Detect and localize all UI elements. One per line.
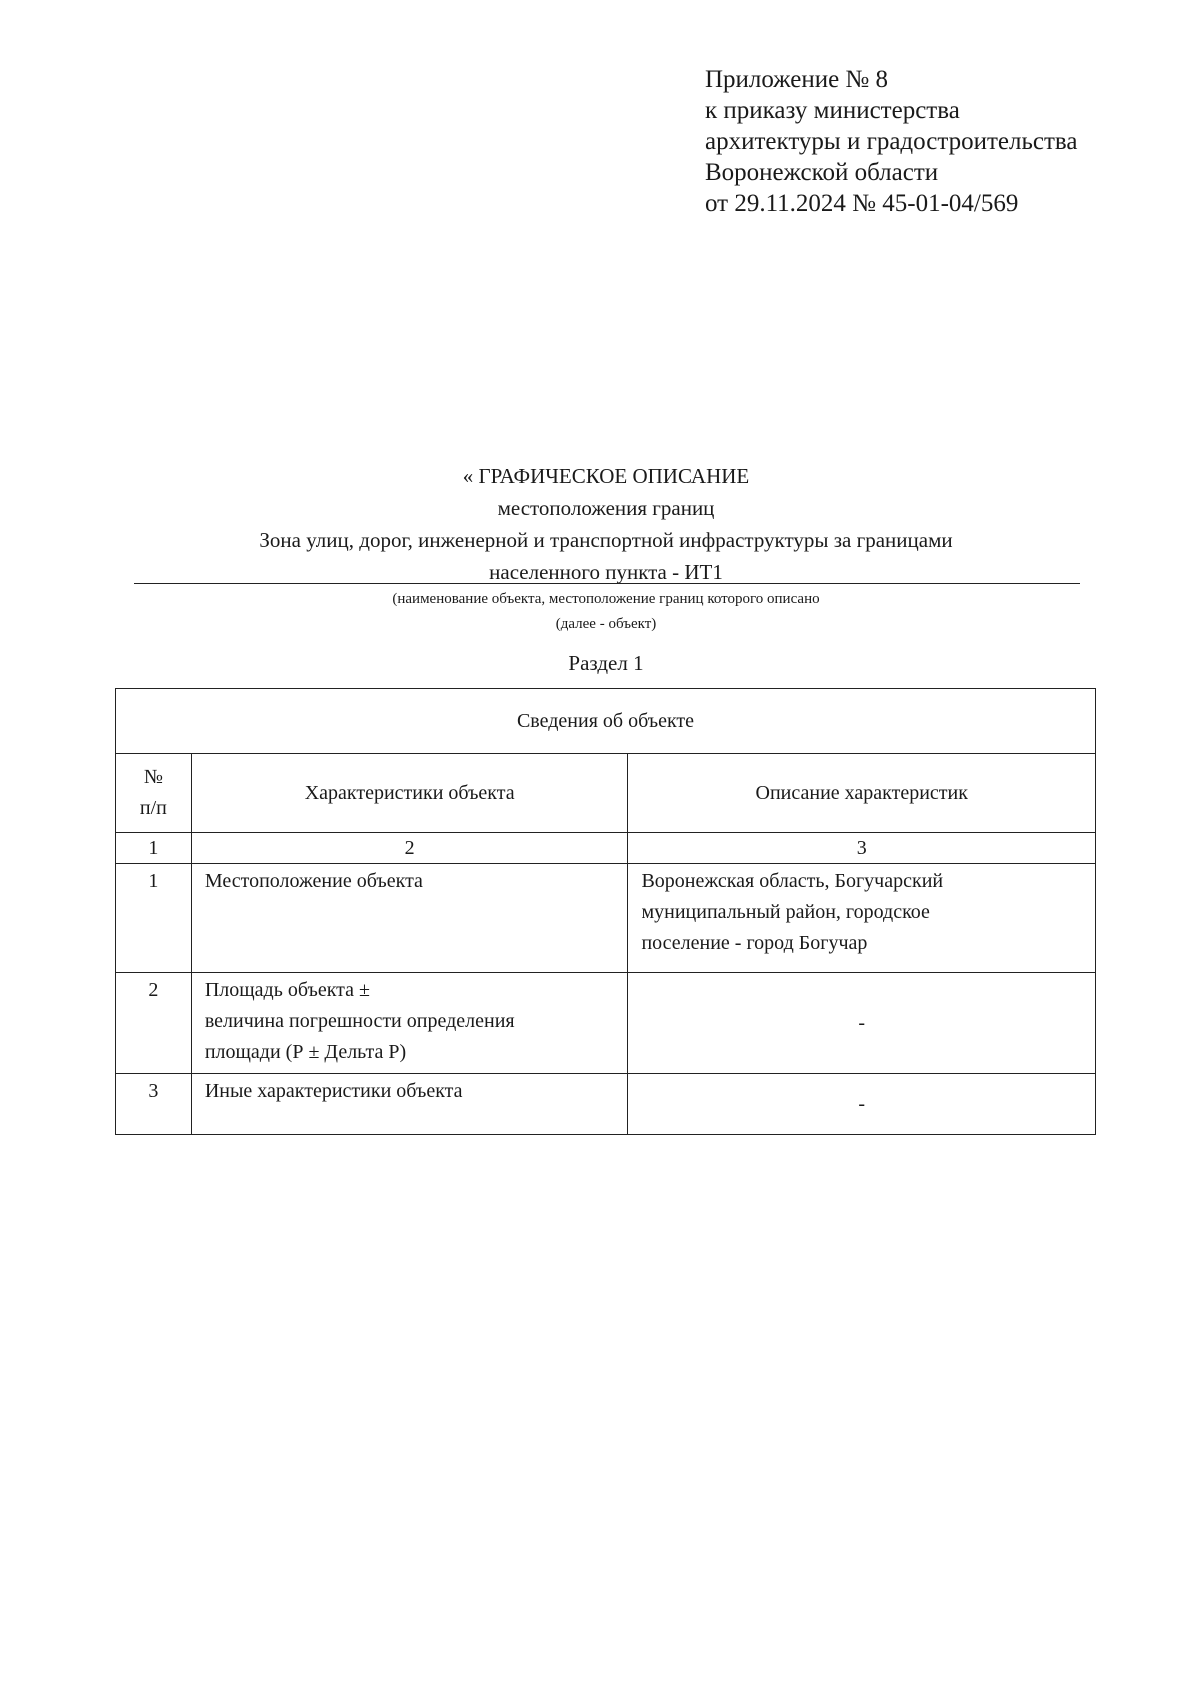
document-title: « ГРАФИЧЕСКОЕ ОПИСАНИЕ (462, 464, 750, 488)
table-title-row (116, 689, 1096, 754)
appendix-line: к приказу министерства (705, 97, 960, 124)
column-number-row (116, 833, 1096, 864)
document-subtitle: местоположения границ (497, 496, 715, 520)
object-info-table (115, 688, 1096, 1135)
object-name-line: Зона улиц, дорог, инженерной и транспортной инфраструктуры за границами (259, 528, 953, 552)
table-title: Сведения об объекте (116, 689, 1096, 754)
column-number: 2 (191, 833, 628, 864)
appendix-line: Приложение № 8 (705, 66, 889, 93)
caption-line: (наименование объекта, местоположение границ которого описано (392, 591, 820, 607)
cell-line: величина погрешности определения (204, 1010, 515, 1032)
appendix-block (705, 64, 1077, 219)
cell-line: площади (Р ± Дельта Р) (204, 1041, 407, 1063)
row-number: 3 (116, 1074, 192, 1135)
row-characteristic (191, 1074, 628, 1135)
appendix-line: архитектуры и градостроительства (705, 128, 1078, 155)
row-description: - (628, 973, 1096, 1074)
cell-line: Воронежская область, Богучарский (641, 870, 944, 892)
row-number: 2 (116, 973, 192, 1074)
appendix-line: Воронежской области (705, 159, 939, 186)
cell-line: муниципальный район, городское (641, 901, 930, 923)
table-row (116, 864, 1096, 973)
column-number: 1 (116, 833, 192, 864)
cell-line: Иные характеристики объекта (204, 1080, 463, 1102)
table-row (116, 1074, 1096, 1135)
cell-line: Площадь объекта ± (204, 979, 371, 1001)
row-description (628, 864, 1096, 973)
row-characteristic (191, 973, 628, 1074)
object-name-line: населенного пункта - ИТ1 (489, 560, 723, 584)
document-header (132, 460, 1080, 588)
table-row (116, 973, 1096, 1074)
row-characteristic (191, 864, 628, 973)
cell-line: Местоположение объекта (204, 870, 423, 892)
header-characteristic: Характеристики объекта (191, 754, 628, 833)
underline-divider (134, 583, 1080, 584)
object-caption (132, 587, 1080, 637)
header-num (116, 754, 192, 833)
caption-line: (далее - объект) (555, 616, 657, 632)
appendix-line: от 29.11.2024 № 45-01-04/569 (705, 190, 1019, 217)
header-num-line: п/п (139, 797, 167, 819)
table-header-row (116, 754, 1096, 833)
column-number: 3 (628, 833, 1096, 864)
row-number: 1 (116, 864, 192, 973)
section-title: Раздел 1 (568, 651, 644, 675)
row-description: - (628, 1074, 1096, 1135)
cell-line: поселение - город Богучар (641, 932, 868, 954)
header-description: Описание характеристик (628, 754, 1096, 833)
header-num-line: № (143, 766, 163, 788)
